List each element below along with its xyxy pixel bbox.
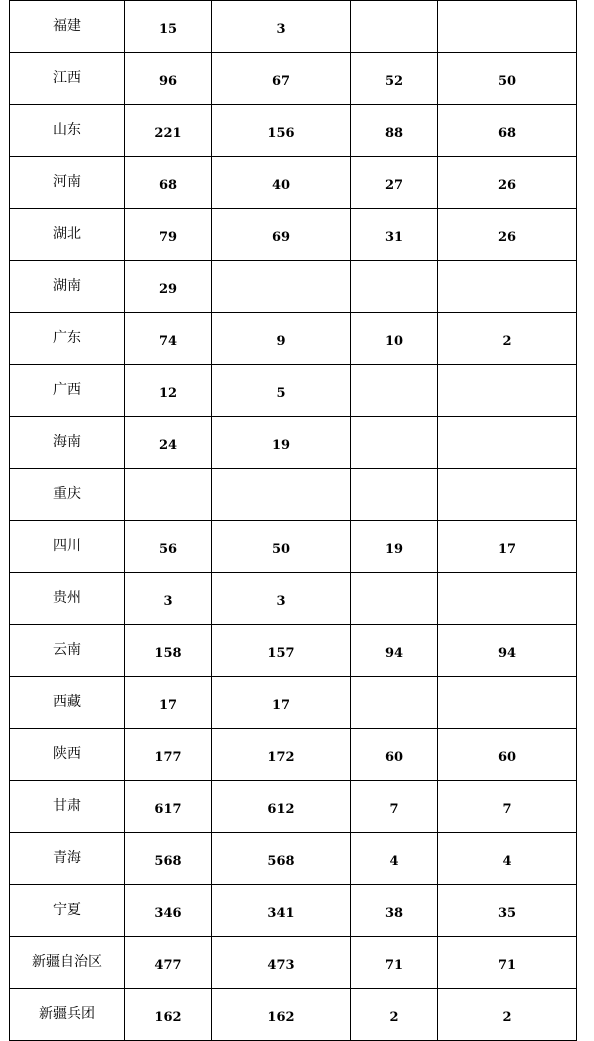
value-cell-1 (125, 469, 212, 521)
table-row (10, 885, 577, 937)
value-cell-3 (351, 677, 438, 729)
value-cell-4 (438, 365, 577, 417)
value-cell-3: 31 (351, 209, 438, 261)
value-cell-2: 9 (212, 313, 351, 365)
table-row (10, 937, 577, 989)
value-cell-4 (438, 1, 577, 53)
value-cell-4: 17 (438, 521, 577, 573)
region-cell: 湖北 (10, 209, 125, 261)
value-cell-1: 568 (125, 833, 212, 885)
value-cell-2: 3 (212, 573, 351, 625)
region-cell: 甘肃 (10, 781, 125, 833)
value-cell-1: 177 (125, 729, 212, 781)
value-cell-3: 71 (351, 937, 438, 989)
table-row (10, 53, 577, 105)
value-cell-3 (351, 573, 438, 625)
region-cell: 云南 (10, 625, 125, 677)
value-cell-2: 473 (212, 937, 351, 989)
value-cell-4 (438, 573, 577, 625)
value-cell-3: 7 (351, 781, 438, 833)
value-cell-3 (351, 1, 438, 53)
table-row (10, 417, 577, 469)
region-cell: 福建 (10, 1, 125, 53)
value-cell-4: 35 (438, 885, 577, 937)
value-cell-2: 568 (212, 833, 351, 885)
value-cell-2: 3 (212, 1, 351, 53)
value-cell-4 (438, 469, 577, 521)
value-cell-1: 617 (125, 781, 212, 833)
value-cell-2: 69 (212, 209, 351, 261)
value-cell-1: 68 (125, 157, 212, 209)
value-cell-3: 38 (351, 885, 438, 937)
table-row (10, 313, 577, 365)
value-cell-1: 56 (125, 521, 212, 573)
value-cell-2: 157 (212, 625, 351, 677)
table-row (10, 677, 577, 729)
region-cell: 河南 (10, 157, 125, 209)
table-row (10, 729, 577, 781)
table-row (10, 209, 577, 261)
value-cell-2: 67 (212, 53, 351, 105)
value-cell-1: 29 (125, 261, 212, 313)
value-cell-3 (351, 469, 438, 521)
value-cell-2: 162 (212, 989, 351, 1041)
value-cell-4: 71 (438, 937, 577, 989)
value-cell-4: 2 (438, 313, 577, 365)
value-cell-2: 172 (212, 729, 351, 781)
value-cell-3: 88 (351, 105, 438, 157)
value-cell-1: 96 (125, 53, 212, 105)
value-cell-1: 15 (125, 1, 212, 53)
region-cell: 西藏 (10, 677, 125, 729)
region-cell: 新疆兵团 (10, 989, 125, 1041)
table-row (10, 105, 577, 157)
data-table (9, 0, 577, 1041)
value-cell-3: 10 (351, 313, 438, 365)
table-container (9, 0, 577, 1041)
value-cell-2: 5 (212, 365, 351, 417)
value-cell-1: 12 (125, 365, 212, 417)
value-cell-1: 346 (125, 885, 212, 937)
value-cell-1: 477 (125, 937, 212, 989)
value-cell-2 (212, 469, 351, 521)
value-cell-1: 158 (125, 625, 212, 677)
value-cell-4: 50 (438, 53, 577, 105)
value-cell-1: 17 (125, 677, 212, 729)
value-cell-3 (351, 261, 438, 313)
table-row (10, 625, 577, 677)
value-cell-4 (438, 261, 577, 313)
value-cell-1: 221 (125, 105, 212, 157)
region-cell: 四川 (10, 521, 125, 573)
region-cell: 重庆 (10, 469, 125, 521)
region-cell: 江西 (10, 53, 125, 105)
table-row (10, 157, 577, 209)
region-cell: 贵州 (10, 573, 125, 625)
value-cell-2: 19 (212, 417, 351, 469)
region-cell: 海南 (10, 417, 125, 469)
region-cell: 新疆自治区 (10, 937, 125, 989)
region-cell: 陕西 (10, 729, 125, 781)
region-cell: 青海 (10, 833, 125, 885)
value-cell-4: 26 (438, 157, 577, 209)
table-row (10, 989, 577, 1041)
table-row (10, 469, 577, 521)
region-cell: 湖南 (10, 261, 125, 313)
value-cell-2: 156 (212, 105, 351, 157)
value-cell-4 (438, 417, 577, 469)
value-cell-4 (438, 677, 577, 729)
value-cell-1: 74 (125, 313, 212, 365)
table-row (10, 521, 577, 573)
value-cell-3: 19 (351, 521, 438, 573)
value-cell-4: 68 (438, 105, 577, 157)
value-cell-2: 612 (212, 781, 351, 833)
table-row (10, 833, 577, 885)
value-cell-3 (351, 417, 438, 469)
value-cell-2: 50 (212, 521, 351, 573)
region-cell: 宁夏 (10, 885, 125, 937)
value-cell-2: 341 (212, 885, 351, 937)
value-cell-2 (212, 261, 351, 313)
value-cell-3: 4 (351, 833, 438, 885)
value-cell-3: 52 (351, 53, 438, 105)
region-cell: 山东 (10, 105, 125, 157)
table-body (10, 1, 577, 1041)
value-cell-1: 79 (125, 209, 212, 261)
value-cell-3 (351, 365, 438, 417)
table-row (10, 573, 577, 625)
region-cell: 广东 (10, 313, 125, 365)
value-cell-4: 2 (438, 989, 577, 1041)
table-row (10, 781, 577, 833)
value-cell-2: 40 (212, 157, 351, 209)
value-cell-4: 94 (438, 625, 577, 677)
region-cell: 广西 (10, 365, 125, 417)
value-cell-1: 3 (125, 573, 212, 625)
value-cell-4: 60 (438, 729, 577, 781)
value-cell-2: 17 (212, 677, 351, 729)
value-cell-4: 26 (438, 209, 577, 261)
table-row (10, 1, 577, 53)
value-cell-1: 162 (125, 989, 212, 1041)
value-cell-3: 60 (351, 729, 438, 781)
value-cell-4: 4 (438, 833, 577, 885)
value-cell-3: 2 (351, 989, 438, 1041)
value-cell-1: 24 (125, 417, 212, 469)
table-row (10, 365, 577, 417)
value-cell-3: 27 (351, 157, 438, 209)
value-cell-4: 7 (438, 781, 577, 833)
value-cell-3: 94 (351, 625, 438, 677)
table-row (10, 261, 577, 313)
